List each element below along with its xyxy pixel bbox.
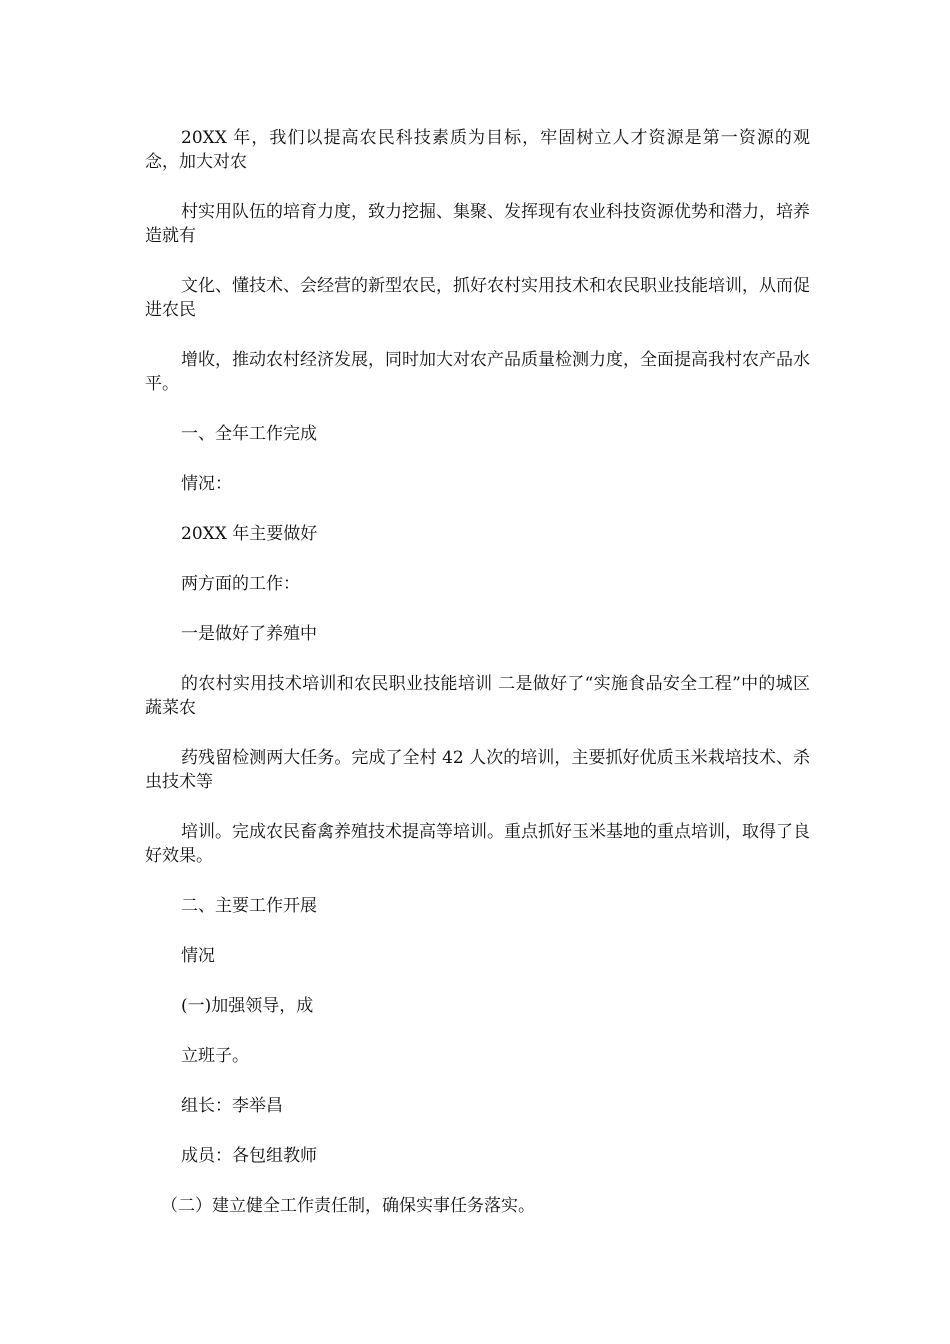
subheading-1: (一)加强领导，成 <box>181 996 314 1016</box>
document-body <box>145 126 810 1244</box>
paragraph-2: 村实用队伍的培育力度，致力挖掘、集聚、发挥现有农业科技资源优势和潜力，培养造就有 <box>145 202 810 246</box>
paragraph-situation-2: 情况 <box>181 946 215 966</box>
section-heading-1: 一、全年工作完成 <box>181 424 317 444</box>
paragraph-1: 20XX 年，我们以提高农民科技素质为目标，牢固树立人才资源是第一资源的观念，加大对农 <box>145 128 810 172</box>
paragraph-3: 文化、懂技术、会经营的新型农民，抓好农村实用技术和农民职业技能培训，从而促进农民 <box>145 276 810 320</box>
paragraph-leader: 组长：李举昌 <box>181 1096 283 1116</box>
paragraph-team: 立班子。 <box>181 1046 249 1066</box>
paragraph-two-aspects: 两方面的工作： <box>181 574 300 594</box>
paragraph-results: 培训。完成农民畜禽养殖技术提高等培训。重点抓好玉米基地的重点培训，取得了良好效果。 <box>145 822 810 866</box>
paragraph-4: 增收，推动农村经济发展，同时加大对农产品质量检测力度，全面提高我村农产品水平。 <box>145 350 810 394</box>
section-heading-2: 二、主要工作开展 <box>181 896 317 916</box>
subheading-2: （二）建立健全工作责任制，确保实事任务落实。 <box>161 1196 535 1216</box>
paragraph-situation-1: 情况： <box>181 474 232 494</box>
paragraph-members: 成员：各包组教师 <box>181 1146 317 1166</box>
paragraph-first-item: 一是做好了养殖中 <box>181 624 317 644</box>
paragraph-training: 的农村实用技术培训和农民职业技能培训 二是做好了“实施食品安全工程”中的城区蔬菜农 <box>145 674 810 718</box>
paragraph-detection: 药残留检测两大任务。完成了全村 42 人次的培训，主要抓好优质玉米栽培技术、杀虫技术等 <box>145 748 810 792</box>
paragraph-main-work: 20XX 年主要做好 <box>181 524 318 544</box>
